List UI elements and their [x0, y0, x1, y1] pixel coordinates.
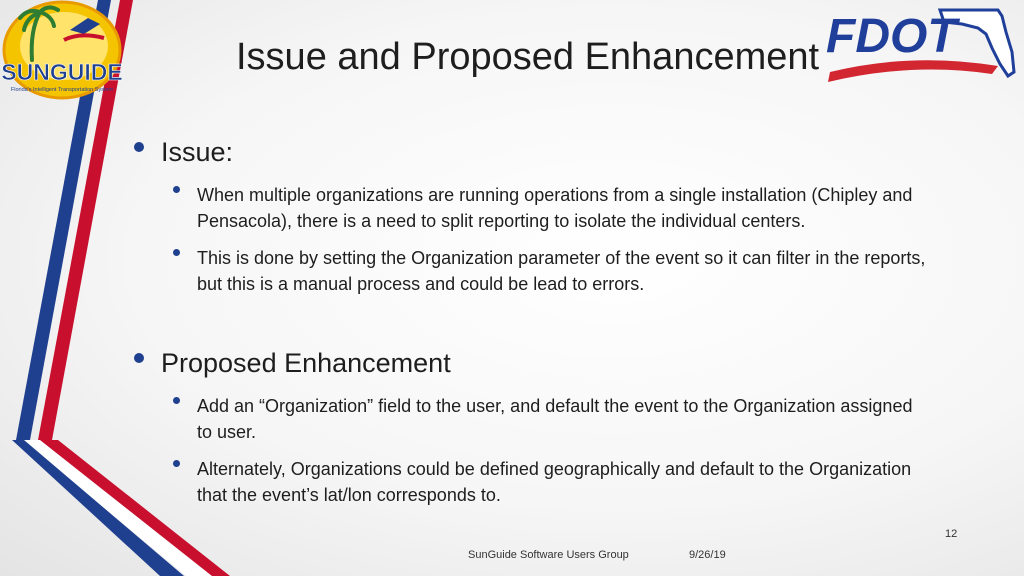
page-number: 12: [945, 528, 958, 540]
bullet-dot-icon: [173, 249, 180, 256]
bullet-text: Alternately, Organizations could be defined geographically and default to the Organization that the event’s lat/lon corresponds to.: [197, 459, 912, 505]
bullet-dot-icon: [173, 397, 180, 404]
list-item: [171, 245, 931, 297]
section-heading-proposed-enhancement: [130, 348, 931, 379]
footer-group: SunGuide Software Users Group: [468, 549, 629, 561]
bullet-text: When multiple organizations are running operations from a single installation (Chipley and Pensacola), there is a need to split reporting to isolate the individual centers.: [197, 185, 913, 231]
fdot-logo: [822, 2, 1018, 88]
bullet-dot-icon: [173, 460, 180, 467]
bullet-dot-icon: [134, 142, 144, 152]
bullet-dot-icon: [173, 186, 180, 193]
sunguide-logo-text: SUNGUIDE: [1, 59, 123, 85]
list-item: [171, 456, 931, 508]
section-heading-issue: [130, 137, 931, 168]
section-issue: [130, 137, 931, 297]
sunguide-logo: [0, 0, 125, 100]
fdot-logo-text: FDOT: [826, 10, 957, 63]
bullet-dot-icon: [134, 353, 144, 363]
bullet-text: Add an “Organization” field to the user, and default the event to the Organization assigned to user.: [197, 396, 913, 442]
page-title: Issue and Proposed Enhancement: [236, 36, 820, 78]
section-proposed-enhancement: [130, 348, 931, 508]
footer-date: 9/26/19: [689, 549, 726, 561]
sunguide-tagline: Florida's Intelligent Transportation System: [10, 87, 114, 93]
bullet-text: This is done by setting the Organization parameter of the event so it can filter in the reports, but this is a manual process and could be lead to errors.: [197, 248, 926, 294]
list-item: [171, 182, 931, 234]
list-item: [171, 393, 931, 445]
heading-text: Issue:: [161, 137, 234, 167]
heading-text: Proposed Enhancement: [161, 348, 451, 378]
